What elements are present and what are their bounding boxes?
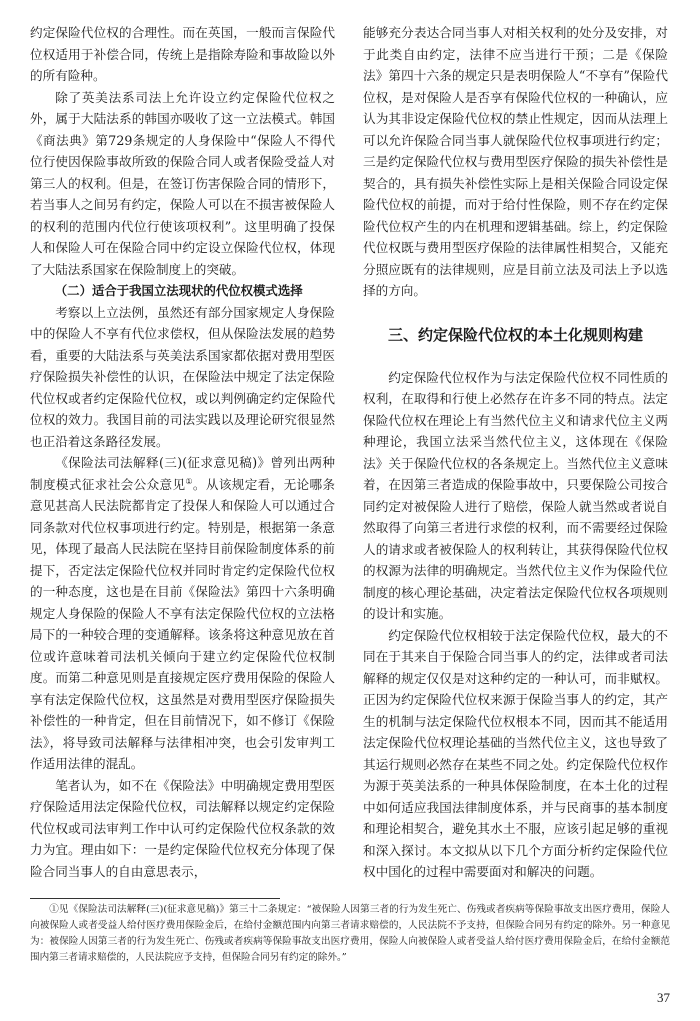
left-paragraph-3: 考察以上立法例，虽然还有部分国家规定人身保险中的保险人不享有代位求偿权，但从保险法发展的趋势看，重要的大陆法系与英美法系国家都依据对费用型医疗保险损失补偿性的认识，在保险法中规定了法定保险代位权或者约定保险代位权，或以判例确定约定保险代位权的效力。我国目前的司法实践以及理论研究很显然也正沿着这条路径发展。 [30,304,335,449]
right-paragraph-2: 约定保险代位权作为与法定保险代位权不同性质的权利，在取得和行使上必然存在许多不同的特点。法定保险代位权在理论上有当然代位主义和请求代位主义两种理论，我国立法采当然代位主义，这体现在《保险法》关于保险代位权的各条规定上。当然代位主义意味着，在因第三者造成的保险事故中，只要保险公司按合同约定对被保险人进行了赔偿，保险人就当然或者说自然取得了向第三者进行求偿的权利，而不需要经过保险人的请求或者被保险人的权利转让，其获得保险代位权的权源为法律的明确规定。当然代位主义作为保险代位制度的核心理论基础，决定着法定保险代位权各项规则的设计和实施。 [363,369,668,621]
left-paragraph-4-start: 《保险法司法解释(三)(征求意见稿)》曾列出两种制度模式征求社会公众意见 [30,455,335,492]
right-column [363,22,668,883]
footnote-divider [30,898,280,899]
footnote-marker[interactable]: ① [185,476,193,486]
left-paragraph-4 [30,452,335,775]
left-paragraph-5: 笔者认为，如不在《保险法》中明确规定费用型医疗保险适用法定保险代位权，司法解释以规定约定保险代位权或司法审判工作中认可约定保险代位权条款的效力为宜。理由如下：一是约定保险代位权充分体现了保险合同当事人的自由意思表示， [30,777,335,879]
right-paragraph-3: 约定保险代位权相较于法定保险代位权，最大的不同在于其来自于保险合同当事人的约定，法律或者司法解释的规定仅仅是对这种约定的一种认可，而非赋权。正因为约定保险代位权来源于保险当事人的约定，其产生的机制与法定保险代位权根本不同，因而其不能适用法定保险代位权理论基础的当然代位主义，这也导致了其运行规则必然存在某些不同之处。约定保险代位权作为源于英美法系的一种具体保险制度，在本土化的过程中如何适应我国法律制度体系，并与民商事的基本制度和理论相契合，避免其水土不服，应该引起足够的重视和深入探讨。本文拟从以下几个方面分析约定保险代位权中国化的过程中需要面对和解决的问题。 [363,627,668,879]
section-heading: 三、约定保险代位权的本土化规则构建 [387,325,643,344]
footnote: ①见《保险法司法解释(三)(征求意见稿)》第三十二条规定：“被保险人因第三者的行为发生死亡、伤残或者疾病等保险事故支出医疗费用，保险人向被保险人或者受益人给付医疗费用保险金后，在给付金额范围内向第三者请求赔偿的，人民法院不予支持，但保险合同另有约定的除外。另一种意见为：被保险人因第三者的行为发生死亡、伤残或者疾病等保险事故支出医疗费用，保险人向被保险人或者受益人给付医疗费用保险金后，在给付金额范围内第三者请求赔偿的，人民法院应予支持，但保险合同另有约定的除外。” [30,904,670,963]
page-number: 37 [657,990,670,1005]
left-column [30,22,335,882]
subsection-heading: （二）适合于我国立法现状的代位权模式选择 [54,283,303,298]
right-paragraph-1: 能够充分表达合同当事人对相关权利的处分及安排，对于此类自由约定，法律不应当进行干预；二是《保险法》第四十六条的规定只是表明保险人“不享有”保险代位权，是对保险人是否享有保险代位权的一种确认，应认为其非设定保险代位权的禁止性规定，因而从法理上可以允许保险合同当事人就保险代位权事项进行约定；三是约定保险代位权与费用型医疗保险的损失补偿性是契合的，具有损失补偿性实际上是相关保险合同设定保险代位权的前提，而对于给付性保险，则不存在约定保险代位权产生的内在机理和逻辑基础。综上，约定保险代位权既与费用型医疗保险的法律属性相契合，又能充分照应既有的法律规则，应是目前立法及司法上予以选择的方向。 [363,25,668,298]
left-paragraph-4-end: 。从该规定看，无论哪条意见甚高人民法院都肯定了投保人和保险人可以通过合同条款对代位权事项进行约定。特别是，根据第一条意见，体现了最高人民法院在坚持目前保险制度体系的前提下，否定法定保险代位权并同时肯定约定保险代位权的一种态度，这也是在目前《保险法》第四十六条明确规定人身保险的保险人不享有法定保险代位权的立法格局下的一种较合理的变通解释。该条将这种意见放在首位或许意味着司法机关倾向于建立约定保险代位权制度。而第二种意见则是直接规定医疗费用保险的保险人享有法定保险代位权，这虽然是对费用型医疗保险损失补偿性的一种肯定，但在目前情况下，如不修订《保险法》，将导致司法解释与法律相冲突，也会引发审判工作适用法律的混乱。 [30,476,336,771]
left-paragraph-1: 约定保险代位权的合理性。而在英国，一般而言保险代位权适用于补偿合同，传统上是指除寿险和事故险以外的所有险种。 [30,25,335,83]
left-paragraph-2: 除了英美法系司法上允许设立约定保险代位权之外，属于大陆法系的韩国亦吸收了这一立法模式。韩国《商法典》第729条规定的人身保险中“保险人不得代位行使因保险事故所致的保险合同人或者保险受益人对第三人的权利。但是，在签订伤害保险合同的情形下，若当事人之间另有约定，保险人可以在不损害被保险人的权利的范围内代位行使该项权利”。这里明确了投保人和保险人可在保险合同中约定设立保险代位权，体现了大陆法系国家在保险制度上的突破。 [30,89,335,277]
